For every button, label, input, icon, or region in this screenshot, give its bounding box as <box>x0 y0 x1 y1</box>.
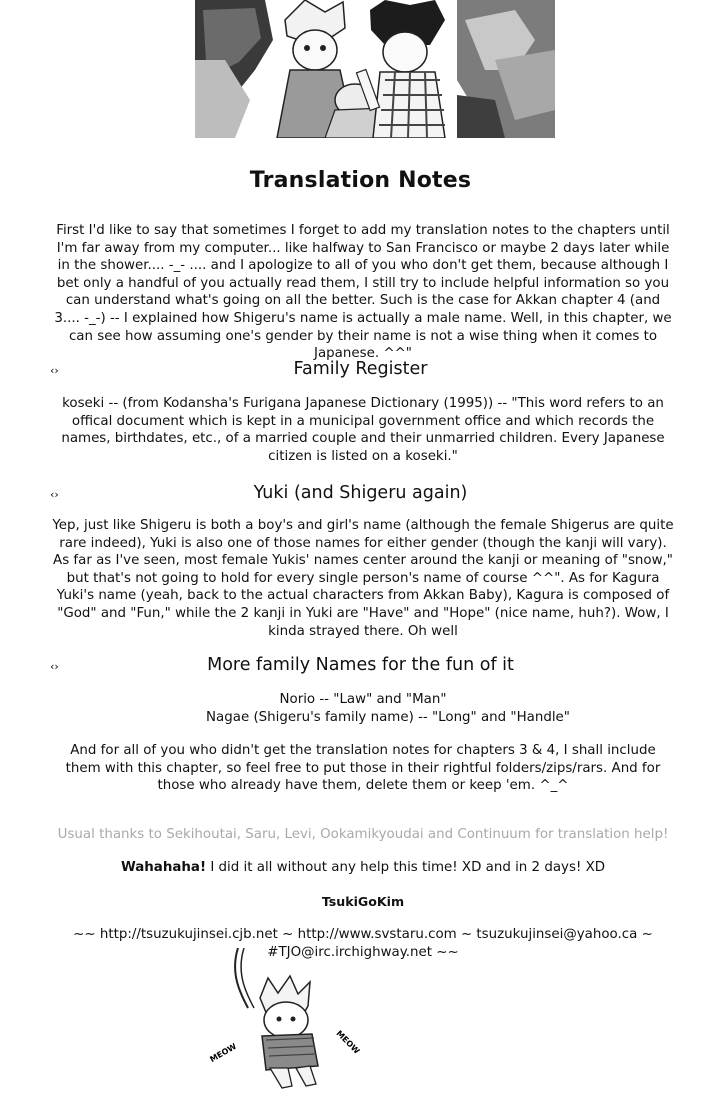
name-entry-norio: Norio -- "Law" and "Man" <box>279 692 447 707</box>
section-heading: More family Names for the fun of it <box>207 655 514 675</box>
banner-artwork <box>195 0 555 138</box>
intro-paragraph: First I'd like to say that sometimes I forget to add my translation notes to the chapters until I'm far away from my computer... like halfway to San Francisco or maybe 2 days later while in the shower.... -_- .... and I apologize to all of you who don't get them, because although I bet only a handful of you actually read them, I still try to include helpful information so you can understand what's going on all the better. Such is the case for Akkan chapter 4 (and 3.... -_-) -- I explained how Shigeru's name is actually a male name. Well, in this chapter, we can see how assuming one's gender by their name is not a wise thing when it comes to Japanese. ^^" <box>54 223 672 362</box>
section-more-family-names <box>0 654 721 680</box>
chibi-cat-mascot <box>200 948 360 1098</box>
page-title: Translation Notes <box>249 168 472 193</box>
section-yuki <box>0 482 721 508</box>
contact-links <box>52 926 674 961</box>
links-line-1: ~~ http://tsuzukujinsei.cjb.net ~ http://www.svstaru.com ~ tsuzukujinsei@yahoo.ca ~ <box>73 927 653 942</box>
section-family-register <box>0 358 721 384</box>
signature: TsukiGoKim <box>321 894 405 909</box>
section-heading: Yuki (and Shigeru again) <box>253 483 468 503</box>
manga-banner-illustration <box>195 0 555 138</box>
section-body: koseki -- (from Kodansha's Furigana Japanese Dictionary (1995)) -- "This word refers to an offical document which is kept in a municipal government office and which records the names, birthdates, etc., of a married couple and their unmarried children. Every Japanese citizen is listed on a koseki." <box>61 396 665 464</box>
meow-right-text: MEOW <box>334 1028 360 1056</box>
closing-paragraph: And for all of you who didn't get the translation notes for chapters 3 & 4, I shall include them with this chapter, so feel free to put those in their rightful folders/zips/rars. And for those who already have them, delete them or keep 'em. ^_^ <box>65 743 661 794</box>
section-heading: Family Register <box>293 359 428 379</box>
name-entry-nagae: Nagae (Shigeru's family name) -- "Long" and "Handle" <box>206 709 570 725</box>
section-bullet-icon: ‹› <box>50 364 59 377</box>
section-bullet-icon: ‹› <box>50 488 59 501</box>
section-bullet-icon: ‹› <box>50 660 59 673</box>
cat-mascot-artwork <box>200 948 360 1098</box>
boast-emphasis: Wahahaha! <box>120 860 207 875</box>
name-list <box>52 691 674 726</box>
links-line-2: #TJO@irc.irchighway.net ~~ <box>267 944 459 960</box>
meow-left-text: MEOW <box>208 1041 239 1065</box>
thanks-line: Usual thanks to Sekihoutai, Saru, Levi, Ookamikyoudai and Continuum for translation help! <box>57 827 669 842</box>
section-body: Yep, just like Shigeru is both a boy's and girl's name (although the female Shigerus are quite rare indeed), Yuki is also one of those names for either gender (though the kanji will vary). As far as I've seen, most female Yukis' names center around the kanji or meaning of "snow," but that's not going to hold for every single person's name of course ^^". As for Kagura Yuki's name (yeah, back to the actual characters from Akkan Baby), Kagura is composed of "God" and "Fun," while the 2 kanji in Yuki are "Have" and "Hope" (nice name, huh?). Wow, I kinda strayed there. Oh well <box>52 518 674 639</box>
boast-text: I did it all without any help this time! XD and in 2 days! XD <box>206 860 606 875</box>
boast-line <box>52 859 674 877</box>
